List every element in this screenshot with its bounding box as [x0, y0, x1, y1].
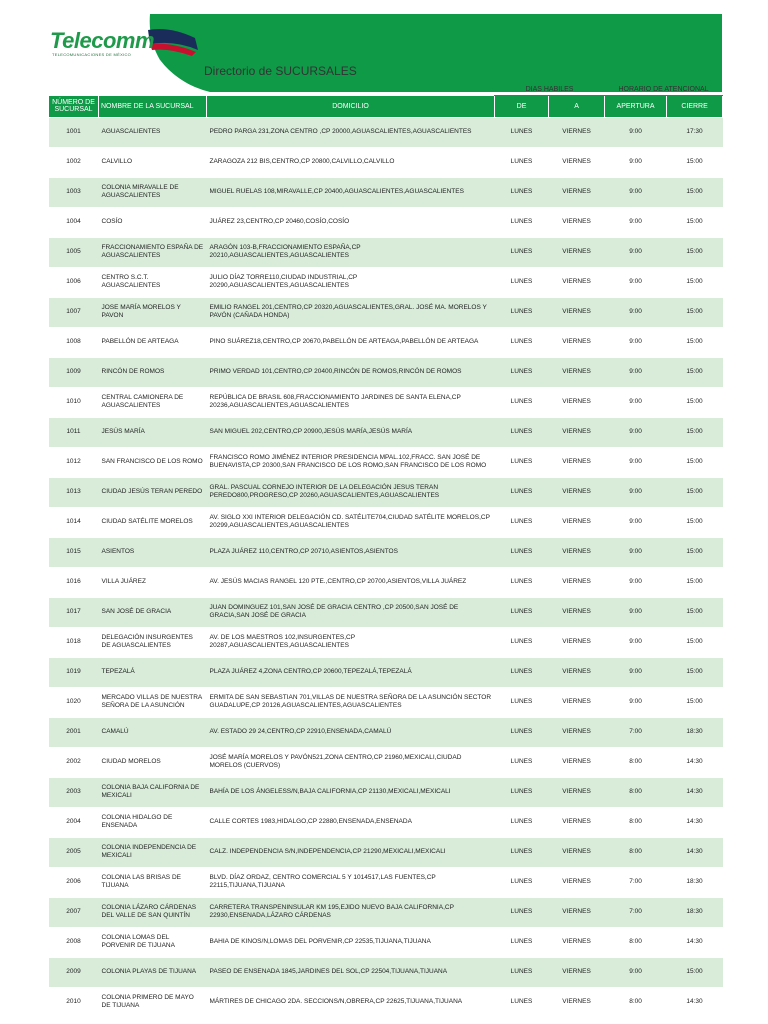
cell-nombre: AGUASCALIENTES — [99, 117, 207, 147]
cell-de: LUNES — [495, 687, 549, 717]
cell-domicilio: PLAZA JUÁREZ 4,ZONA CENTRO,CP 20600,TEPEZALÁ,TEPEZALÁ — [207, 657, 495, 687]
cell-numero: 1008 — [49, 327, 99, 357]
cell-nombre: COSÍO — [99, 207, 207, 237]
cell-a: VIERNES — [549, 507, 605, 537]
cell-nombre: CIUDAD JESÚS TERAN PEREDO — [99, 477, 207, 507]
cell-cierre: 14:30 — [667, 777, 723, 807]
col-a-header: A — [549, 95, 605, 117]
cell-nombre: COLONIA LOMAS DEL PORVENIR DE TIJUANA — [99, 927, 207, 957]
cell-cierre: 15:00 — [667, 177, 723, 207]
cell-apertura: 9:00 — [605, 267, 667, 297]
table-row — [49, 477, 723, 507]
cell-numero: 1016 — [49, 567, 99, 597]
cell-domicilio: CARRETERA TRANSPENINSULAR KM 195,EJIDO NUEVO BAJA CALIFORNIA,CP 22930,ENSENADA,LÁZARO CÁRDENAS — [207, 897, 495, 927]
cell-a: VIERNES — [549, 117, 605, 147]
cell-numero: 1012 — [49, 447, 99, 477]
cell-numero: 2005 — [49, 837, 99, 867]
cell-cierre: 14:30 — [667, 987, 723, 1017]
cell-nombre: COLONIA LAS BRISAS DE TIJUANA — [99, 867, 207, 897]
cell-numero: 2003 — [49, 777, 99, 807]
cell-nombre: JESÚS MARÍA — [99, 417, 207, 447]
cell-cierre: 15:00 — [667, 507, 723, 537]
cell-domicilio: REPÚBLICA DE BRASIL 608,FRACCIONAMIENTO JARDINES DE SANTA ELENA,CP 20236,AGUASCALIENTES,AGUASCALIENTES — [207, 387, 495, 417]
cell-numero: 1018 — [49, 627, 99, 657]
cell-apertura: 9:00 — [605, 567, 667, 597]
cell-domicilio: PINO SUÁREZ18,CENTRO,CP 20670,PABELLÓN DE ARTEAGA,PABELLÓN DE ARTEAGA — [207, 327, 495, 357]
cell-nombre: CAMALÚ — [99, 717, 207, 747]
table-row — [49, 567, 723, 597]
cell-nombre: DELEGACIÓN INSURGENTES DE AGUASCALIENTES — [99, 627, 207, 657]
cell-cierre: 14:30 — [667, 747, 723, 777]
document-header — [0, 0, 768, 96]
cell-a: VIERNES — [549, 807, 605, 837]
cell-nombre: CIUDAD SATÉLITE MORELOS — [99, 507, 207, 537]
cell-cierre: 15:00 — [667, 567, 723, 597]
cell-domicilio: AV. ESTADO 29 24,CENTRO,CP 22910,ENSENADA,CAMALÚ — [207, 717, 495, 747]
cell-a: VIERNES — [549, 777, 605, 807]
cell-domicilio: AV. DE LOS MAESTROS 102,INSURGENTES,CP 20287,AGUASCALIENTES,AGUASCALIENTES — [207, 627, 495, 657]
cell-cierre: 18:30 — [667, 867, 723, 897]
cell-a: VIERNES — [549, 657, 605, 687]
cell-apertura: 9:00 — [605, 327, 667, 357]
table-row — [49, 237, 723, 267]
cell-domicilio: CALLE CORTES 1983,HIDALGO,CP 22880,ENSENADA,ENSENADA — [207, 807, 495, 837]
cell-de: LUNES — [495, 477, 549, 507]
cell-numero: 2006 — [49, 867, 99, 897]
cell-a: VIERNES — [549, 297, 605, 327]
cell-a: VIERNES — [549, 387, 605, 417]
cell-de: LUNES — [495, 597, 549, 627]
cell-domicilio: PEDRO PARGA 231,ZONA CENTRO ,CP 20000,AGUASCALIENTES,AGUASCALIENTES — [207, 117, 495, 147]
cell-nombre: CENTRAL CAMIONERA DE AGUASCALIENTES — [99, 387, 207, 417]
table-row — [49, 627, 723, 657]
cell-apertura: 9:00 — [605, 177, 667, 207]
cell-a: VIERNES — [549, 357, 605, 387]
cell-domicilio: AV. JESÚS MACIAS RANGEL 120 PTE.,CENTRO,CP 20700,ASIENTOS,VILLA JUÁREZ — [207, 567, 495, 597]
col-domicilio-header: DOMICILIO — [207, 95, 495, 117]
cell-a: VIERNES — [549, 147, 605, 177]
table-row — [49, 387, 723, 417]
cell-domicilio: PASEO DE ENSENADA 1845,JARDINES DEL SOL,CP 22504,TIJUANA,TIJUANA — [207, 957, 495, 987]
cell-de: LUNES — [495, 927, 549, 957]
cell-de: LUNES — [495, 507, 549, 537]
cell-numero: 1015 — [49, 537, 99, 567]
table-row — [49, 147, 723, 177]
cell-nombre: CIUDAD MORELOS — [99, 747, 207, 777]
cell-domicilio: PRIMO VERDAD 101,CENTRO,CP 20400,RINCÓN DE ROMOS,RINCÓN DE ROMOS — [207, 357, 495, 387]
table-row — [49, 207, 723, 237]
cell-nombre: ASIENTOS — [99, 537, 207, 567]
cell-cierre: 15:00 — [667, 327, 723, 357]
cell-numero: 1020 — [49, 687, 99, 717]
cell-a: VIERNES — [549, 867, 605, 897]
cell-a: VIERNES — [549, 987, 605, 1017]
cell-numero: 1019 — [49, 657, 99, 687]
cell-nombre: COLONIA LÁZARO CÁRDENAS DEL VALLE DE SAN QUINTÍN — [99, 897, 207, 927]
cell-numero: 1004 — [49, 207, 99, 237]
cell-de: LUNES — [495, 387, 549, 417]
cell-de: LUNES — [495, 747, 549, 777]
horario-header: HORARIO DE ATENCIONAL — [605, 84, 723, 95]
table-row — [49, 717, 723, 747]
cell-numero: 1013 — [49, 477, 99, 507]
cell-domicilio: PLAZA JUÁREZ 110,CENTRO,CP 20710,ASIENTOS,ASIENTOS — [207, 537, 495, 567]
cell-cierre: 15:00 — [667, 957, 723, 987]
col-cierre-header: CIERRE — [667, 95, 723, 117]
table-row — [49, 747, 723, 777]
table-row — [49, 897, 723, 927]
cell-apertura: 8:00 — [605, 777, 667, 807]
cell-apertura: 9:00 — [605, 417, 667, 447]
cell-numero: 1011 — [49, 417, 99, 447]
cell-nombre: COLONIA MIRAVALLE DE AGUASCALIENTES — [99, 177, 207, 207]
logo-subtitle: TELECOMUNICACIONES DE MÉXICO — [52, 52, 132, 57]
table-row — [49, 447, 723, 477]
col-de-header: DE — [495, 95, 549, 117]
cell-numero: 2004 — [49, 807, 99, 837]
cell-domicilio: MIGUEL RUELAS 108,MIRAVALLE,CP 20400,AGUASCALIENTES,AGUASCALIENTES — [207, 177, 495, 207]
table-row — [49, 117, 723, 147]
cell-a: VIERNES — [549, 207, 605, 237]
cell-nombre: TEPEZALÁ — [99, 657, 207, 687]
cell-a: VIERNES — [549, 447, 605, 477]
cell-numero: 1006 — [49, 267, 99, 297]
cell-de: LUNES — [495, 147, 549, 177]
table-row — [49, 987, 723, 1017]
cell-numero: 2010 — [49, 987, 99, 1017]
cell-de: LUNES — [495, 447, 549, 477]
cell-a: VIERNES — [549, 327, 605, 357]
cell-nombre: SAN JOSÉ DE GRACIA — [99, 597, 207, 627]
cell-de: LUNES — [495, 567, 549, 597]
cell-apertura: 7:00 — [605, 897, 667, 927]
cell-cierre: 14:30 — [667, 837, 723, 867]
cell-domicilio: JUAN DOMINGUEZ 101,SAN JOSÉ DE GRACIA CENTRO ,CP 20500,SAN JOSÉ DE GRACIA,SAN JOSÉ DE GRACIA — [207, 597, 495, 627]
cell-nombre: MERCADO VILLAS DE NUESTRA SEÑORA DE LA ASUNCIÓN — [99, 687, 207, 717]
cell-cierre: 18:30 — [667, 897, 723, 927]
cell-numero: 1017 — [49, 597, 99, 627]
cell-apertura: 8:00 — [605, 747, 667, 777]
cell-a: VIERNES — [549, 237, 605, 267]
cell-apertura: 9:00 — [605, 237, 667, 267]
cell-apertura: 9:00 — [605, 477, 667, 507]
cell-nombre: PABELLÓN DE ARTEAGA — [99, 327, 207, 357]
cell-numero: 2001 — [49, 717, 99, 747]
cell-cierre: 15:00 — [667, 297, 723, 327]
cell-a: VIERNES — [549, 477, 605, 507]
cell-apertura: 9:00 — [605, 507, 667, 537]
cell-apertura: 9:00 — [605, 147, 667, 177]
cell-cierre: 15:00 — [667, 657, 723, 687]
cell-apertura: 9:00 — [605, 537, 667, 567]
cell-de: LUNES — [495, 867, 549, 897]
cell-domicilio: BAHIA DE KINOS/N,LOMAS DEL PORVENIR,CP 22535,TIJUANA,TIJUANA — [207, 927, 495, 957]
cell-domicilio: JUÁREZ 23,CENTRO,CP 20460,COSÍO,COSÍO — [207, 207, 495, 237]
cell-nombre: JOSE MARÍA MORELOS Y PAVON — [99, 297, 207, 327]
cell-de: LUNES — [495, 117, 549, 147]
cell-cierre: 15:00 — [667, 237, 723, 267]
cell-cierre: 15:00 — [667, 417, 723, 447]
cell-nombre: COLONIA PRIMERO DE MAYO DE TIJUANA — [99, 987, 207, 1017]
cell-cierre: 15:00 — [667, 597, 723, 627]
cell-cierre: 15:00 — [667, 387, 723, 417]
cell-nombre: FRACCIONAMIENTO ESPAÑA DE AGUASCALIENTES — [99, 237, 207, 267]
table-row — [49, 297, 723, 327]
cell-nombre: CENTRO S.C.T. AGUASCALIENTES — [99, 267, 207, 297]
cell-nombre: COLONIA HIDALGO DE ENSENADA — [99, 807, 207, 837]
cell-cierre: 15:00 — [667, 147, 723, 177]
cell-de: LUNES — [495, 537, 549, 567]
cell-a: VIERNES — [549, 687, 605, 717]
cell-cierre: 15:00 — [667, 537, 723, 567]
table-row — [49, 687, 723, 717]
cell-domicilio: JOSÉ MARÍA MORELOS Y PAVÓN521,ZONA CENTRO,CP 21960,MEXICALI,CIUDAD MORELOS (CUERVOS) — [207, 747, 495, 777]
cell-apertura: 9:00 — [605, 357, 667, 387]
cell-a: VIERNES — [549, 597, 605, 627]
cell-apertura: 8:00 — [605, 987, 667, 1017]
cell-a: VIERNES — [549, 627, 605, 657]
cell-a: VIERNES — [549, 927, 605, 957]
cell-a: VIERNES — [549, 747, 605, 777]
cell-domicilio: ERMITA DE SAN SEBASTIAN 701,VILLAS DE NUESTRA SEÑORA DE LA ASUNCIÓN SECTOR GUADALUPE,CP 20126,AGUASCALIENTES,AGUASCALIENTES — [207, 687, 495, 717]
cell-domicilio: AV. SIGLO XXI INTERIOR DELEGACIÓN CD. SATÉLITE704,CIUDAD SATÉLITE MORELOS,CP 20299,AGUASCALIENTES,AGUASCALIENTES — [207, 507, 495, 537]
table-row — [49, 267, 723, 297]
cell-de: LUNES — [495, 177, 549, 207]
cell-domicilio: MÁRTIRES DE CHICAGO 2DA. SECCIONS/N,OBRERA,CP 22625,TIJUANA,TIJUANA — [207, 987, 495, 1017]
table-row — [49, 777, 723, 807]
cell-apertura: 9:00 — [605, 687, 667, 717]
cell-a: VIERNES — [549, 567, 605, 597]
cell-a: VIERNES — [549, 417, 605, 447]
table-row — [49, 417, 723, 447]
cell-de: LUNES — [495, 777, 549, 807]
cell-apertura: 7:00 — [605, 717, 667, 747]
cell-cierre: 15:00 — [667, 627, 723, 657]
cell-a: VIERNES — [549, 897, 605, 927]
dias-habiles-header: DIAS HABILES — [495, 84, 605, 95]
table-row — [49, 597, 723, 627]
cell-de: LUNES — [495, 957, 549, 987]
cell-apertura: 9:00 — [605, 657, 667, 687]
cell-a: VIERNES — [549, 537, 605, 567]
cell-apertura: 8:00 — [605, 927, 667, 957]
cell-nombre: SAN FRANCISCO DE LOS ROMO — [99, 447, 207, 477]
cell-de: LUNES — [495, 297, 549, 327]
cell-cierre: 15:00 — [667, 267, 723, 297]
cell-numero: 1003 — [49, 177, 99, 207]
cell-domicilio: ZARAGOZA 212 BIS,CENTRO,CP 20800,CALVILLO,CALVILLO — [207, 147, 495, 177]
cell-domicilio: EMILIO RANGEL 201,CENTRO,CP 20320,AGUASCALIENTES,GRAL. JOSÉ MA. MORELOS Y PAVÓN (CAÑADA HONDA) — [207, 297, 495, 327]
cell-apertura: 9:00 — [605, 297, 667, 327]
cell-cierre: 17:30 — [667, 117, 723, 147]
cell-de: LUNES — [495, 987, 549, 1017]
cell-numero: 1009 — [49, 357, 99, 387]
page-title: Directorio de SUCURSALES — [204, 64, 357, 78]
cell-a: VIERNES — [549, 837, 605, 867]
cell-numero: 1007 — [49, 297, 99, 327]
cell-domicilio: BAHÍA DE LOS ÁNGELESS/N,BAJA CALIFORNIA,CP 21130,MEXICALI,MEXICALI — [207, 777, 495, 807]
cell-cierre: 14:30 — [667, 807, 723, 837]
cell-de: LUNES — [495, 417, 549, 447]
cell-cierre: 15:00 — [667, 477, 723, 507]
table-row — [49, 957, 723, 987]
cell-de: LUNES — [495, 237, 549, 267]
cell-cierre: 15:00 — [667, 207, 723, 237]
cell-numero: 1001 — [49, 117, 99, 147]
cell-apertura: 9:00 — [605, 207, 667, 237]
cell-apertura: 7:00 — [605, 867, 667, 897]
cell-numero: 2002 — [49, 747, 99, 777]
cell-numero: 1002 — [49, 147, 99, 177]
cell-apertura: 9:00 — [605, 387, 667, 417]
col-apertura-header: APERTURA — [605, 95, 667, 117]
cell-apertura: 9:00 — [605, 627, 667, 657]
cell-nombre: COLONIA PLAYAS DE TIJUANA — [99, 957, 207, 987]
cell-domicilio: FRANCISCO ROMO JIMÉNEZ INTERIOR PRESIDENCIA MPAL.102,FRACC. SAN JOSÉ DE BUENAVISTA,CP 20300,SAN FRANCISCO DE LOS ROMO,SAN FRANCISCO DE LOS ROMO — [207, 447, 495, 477]
cell-domicilio: CALZ. INDEPENDENCIA S/N,INDEPENDENCIA,CP 21290,MEXICALI,MEXICALI — [207, 837, 495, 867]
cell-numero: 1014 — [49, 507, 99, 537]
cell-cierre: 18:30 — [667, 717, 723, 747]
table-row — [49, 357, 723, 387]
cell-numero: 2009 — [49, 957, 99, 987]
cell-cierre: 15:00 — [667, 687, 723, 717]
cell-de: LUNES — [495, 357, 549, 387]
cell-domicilio: GRAL. PASCUAL CORNEJO INTERIOR DE LA DELEGACIÓN JESUS TERAN PEREDO800,PROGRESO,CP 20260,AGUASCALIENTES,AGUASCALIENTES — [207, 477, 495, 507]
table-row — [49, 837, 723, 867]
cell-nombre: RINCÓN DE ROMOS — [99, 357, 207, 387]
table-row — [49, 537, 723, 567]
cell-numero: 2007 — [49, 897, 99, 927]
cell-numero: 1005 — [49, 237, 99, 267]
telecomm-logo: Telecomm — [50, 28, 155, 53]
cell-de: LUNES — [495, 897, 549, 927]
cell-de: LUNES — [495, 717, 549, 747]
table-row — [49, 807, 723, 837]
cell-domicilio: SAN MIGUEL 202,CENTRO,CP 20900,JESÚS MARÍA,JESÚS MARÍA — [207, 417, 495, 447]
branch-directory-table — [48, 84, 723, 1017]
col-nombre-header: NOMBRE DE LA SUCURSAL — [99, 95, 207, 117]
cell-de: LUNES — [495, 207, 549, 237]
cell-a: VIERNES — [549, 177, 605, 207]
cell-domicilio: BLVD. DÍAZ ORDAZ, CENTRO COMERCIAL 5 Y 1014517,LAS FUENTES,CP 22115,TIJUANA,TIJUANA — [207, 867, 495, 897]
cell-apertura: 9:00 — [605, 447, 667, 477]
table-row — [49, 657, 723, 687]
cell-de: LUNES — [495, 657, 549, 687]
cell-domicilio: JULIO DÍAZ TORRE110,CIUDAD INDUSTRIAL,CP 20290,AGUASCALIENTES,AGUASCALIENTES — [207, 267, 495, 297]
cell-nombre: COLONIA BAJA CALIFORNIA DE MEXICALI — [99, 777, 207, 807]
table-row — [49, 927, 723, 957]
cell-de: LUNES — [495, 267, 549, 297]
cell-apertura: 9:00 — [605, 117, 667, 147]
cell-nombre: CALVILLO — [99, 147, 207, 177]
cell-nombre: VILLA JUÁREZ — [99, 567, 207, 597]
table-row — [49, 867, 723, 897]
cell-apertura: 8:00 — [605, 837, 667, 867]
cell-de: LUNES — [495, 627, 549, 657]
cell-numero: 1010 — [49, 387, 99, 417]
cell-nombre: COLONIA INDEPENDENCIA DE MEXICALI — [99, 837, 207, 867]
cell-domicilio: ARAGÓN 103-B,FRACCIONAMIENTO ESPAÑA,CP 20210,AGUASCALIENTES,AGUASCALIENTES — [207, 237, 495, 267]
col-numero-header: NÚMERO DE SUCURSAL — [49, 95, 99, 117]
cell-de: LUNES — [495, 837, 549, 867]
table-row — [49, 507, 723, 537]
cell-numero: 2008 — [49, 927, 99, 957]
cell-cierre: 15:00 — [667, 357, 723, 387]
cell-cierre: 14:30 — [667, 927, 723, 957]
cell-a: VIERNES — [549, 717, 605, 747]
cell-cierre: 15:00 — [667, 447, 723, 477]
cell-a: VIERNES — [549, 267, 605, 297]
cell-apertura: 9:00 — [605, 957, 667, 987]
cell-apertura: 8:00 — [605, 807, 667, 837]
table-row — [49, 327, 723, 357]
cell-a: VIERNES — [549, 957, 605, 987]
cell-apertura: 9:00 — [605, 597, 667, 627]
table-row — [49, 177, 723, 207]
cell-de: LUNES — [495, 807, 549, 837]
cell-de: LUNES — [495, 327, 549, 357]
